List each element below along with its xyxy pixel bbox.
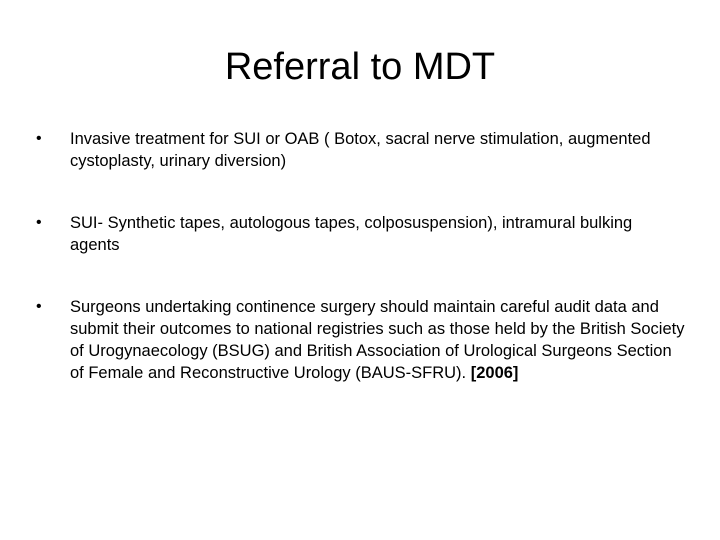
bullet-icon: • — [36, 214, 42, 231]
bullet-icon: • — [36, 298, 42, 315]
bullet-icon: • — [36, 130, 42, 147]
bullet-item-sui-options — [36, 212, 686, 256]
slide-title: Referral to MDT — [224, 46, 496, 88]
bullet-item-surgeon-audit — [36, 296, 686, 384]
bullet-item-invasive-treatment — [36, 128, 686, 172]
bullet-text: SUI- Synthetic tapes, autologous tapes, colposuspension), intramural bulking agents — [70, 214, 633, 254]
bullet-text: Surgeons undertaking continence surgery should maintain careful audit data and submit their outcomes to national registries such as those held by the British Society of Urogynaecology (BSUG) and British Association of Urological Surgeons Section of Female and Reconstructive Urology (BAUS‑SFRU). — [70, 298, 685, 382]
bullet-text: Invasive treatment for SUI or OAB ( Botox, sacral nerve stimulation, augmented cystoplasty, urinary diversion) — [70, 130, 651, 170]
citation-year: [2006] — [470, 364, 519, 382]
bullet-list — [36, 128, 686, 384]
